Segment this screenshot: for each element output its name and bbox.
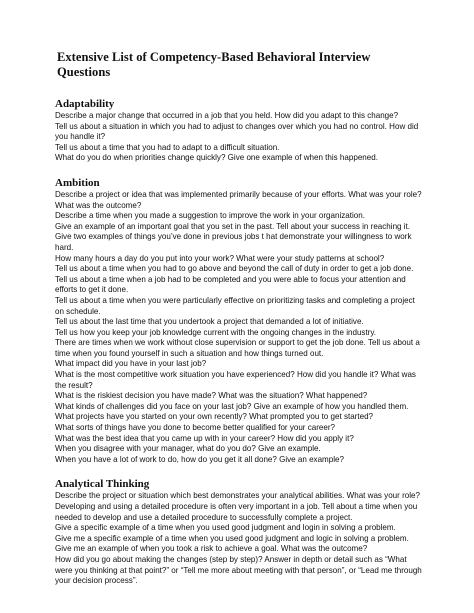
question-item: Describe the project or situation which best demonstrates your analytical abilities. What was your role? bbox=[55, 491, 420, 501]
question-item: Describe a major change that occurred in a job that you held. How did you adapt to this change? bbox=[55, 111, 399, 120]
section bbox=[55, 177, 422, 465]
question-item: How did you go about making the changes (step by step)? Answer in depth or detail such as “What were you thinking at that point?” or “Tell me more about meeting with that person”, or “Lead me through your decision process”. bbox=[55, 554, 422, 586]
page-title: Extensive List of Competency-Based Behavioral Interview Questions bbox=[57, 50, 371, 79]
section-heading: Analytical Thinking bbox=[55, 478, 150, 491]
question-item: Tell us about a time when you were particularly effective on prioritizing tasks and completing a project on schedule. bbox=[55, 295, 415, 316]
section-heading: Ambition bbox=[55, 176, 100, 189]
question-item: Describe a project or idea that was implemented primarily because of your efforts. What was your role? What was the outcome? bbox=[55, 189, 422, 210]
question-item: What was the best idea that you came up with in your career? How did you apply it? bbox=[55, 433, 354, 443]
question-item: Tell us about the last time that you undertook a project that demanded a lot of initiative. bbox=[55, 317, 364, 327]
question-item: Tell us about a situation in which you had to adjust to changes over which you had no control. How did you handle it? bbox=[55, 121, 419, 142]
question-item: Give me an example of when you took a risk to achieve a goal. What was the outcome? bbox=[55, 544, 368, 554]
question-item: Tell us about a time when a job had to be completed and you were able to focus your attention and efforts to get it done. bbox=[55, 274, 406, 295]
question-item: When you disagree with your manager, what do you do? Give an example. bbox=[55, 444, 321, 454]
question-item: Tell us about a time that you had to adapt to a difficult situation. bbox=[55, 142, 280, 152]
question-item: What is the riskiest decision you have made? What was the situation? What happened? bbox=[55, 391, 368, 401]
section bbox=[55, 478, 422, 586]
question-item: Tell us about a time when you had to go above and beyond the call of duty in order to get a job done. bbox=[55, 264, 414, 274]
question-item: How many hours a day do you put into your work? What were your study patterns at school? bbox=[55, 253, 385, 263]
question-item: Give two examples of things you’ve done in previous jobs t hat demonstrate your willingness to work hard. bbox=[55, 232, 412, 252]
question-item: What do you do when priorities change quickly? Give one example of when this happened. bbox=[55, 153, 378, 163]
question-item: Give an example of an important goal that you set in the past. Tell about your success in reaching it. bbox=[55, 221, 411, 231]
sections-container bbox=[55, 98, 422, 587]
question-item: What impact did you have in your last job? bbox=[55, 359, 207, 369]
question-item: Tell us how you keep your job knowledge current with the ongoing changes in the industry. bbox=[55, 327, 377, 337]
question-item: Give a specific example of a time when you used good judgment and login in solving a problem. bbox=[55, 523, 396, 533]
section bbox=[55, 98, 422, 164]
section-heading: Adaptability bbox=[55, 98, 115, 110]
question-item: What is the most competitive work situation you have experienced? How did you handle it? What was the result? bbox=[55, 370, 416, 390]
question-item: When you have a lot of work to do, how do you get it all done? Give an example? bbox=[55, 454, 344, 464]
question-item: What sorts of things have you done to become better qualified for your career? bbox=[55, 423, 336, 433]
question-item: Give me a specific example of a time when you used good judgment and logic in solving a problem. bbox=[55, 533, 409, 543]
question-item: What projects have you started on your own recently? What prompted you to get started? bbox=[55, 412, 374, 422]
question-item: Describe a time when you made a suggestion to improve the work in your organization. bbox=[55, 211, 365, 221]
question-item: Developing and using a detailed procedure is often very important in a job. Tell about a time when you needed to develop and use a detailed procedure to successfully complete a project. bbox=[55, 502, 418, 522]
question-item: There are times when we work without close supervision or support to get the job done. Tell us about a time when you found yourself in such a situation and how things turned out. bbox=[55, 338, 420, 358]
question-item: What kinds of challenges did you face on your last job? Give an example of how you handled them. bbox=[55, 401, 409, 411]
